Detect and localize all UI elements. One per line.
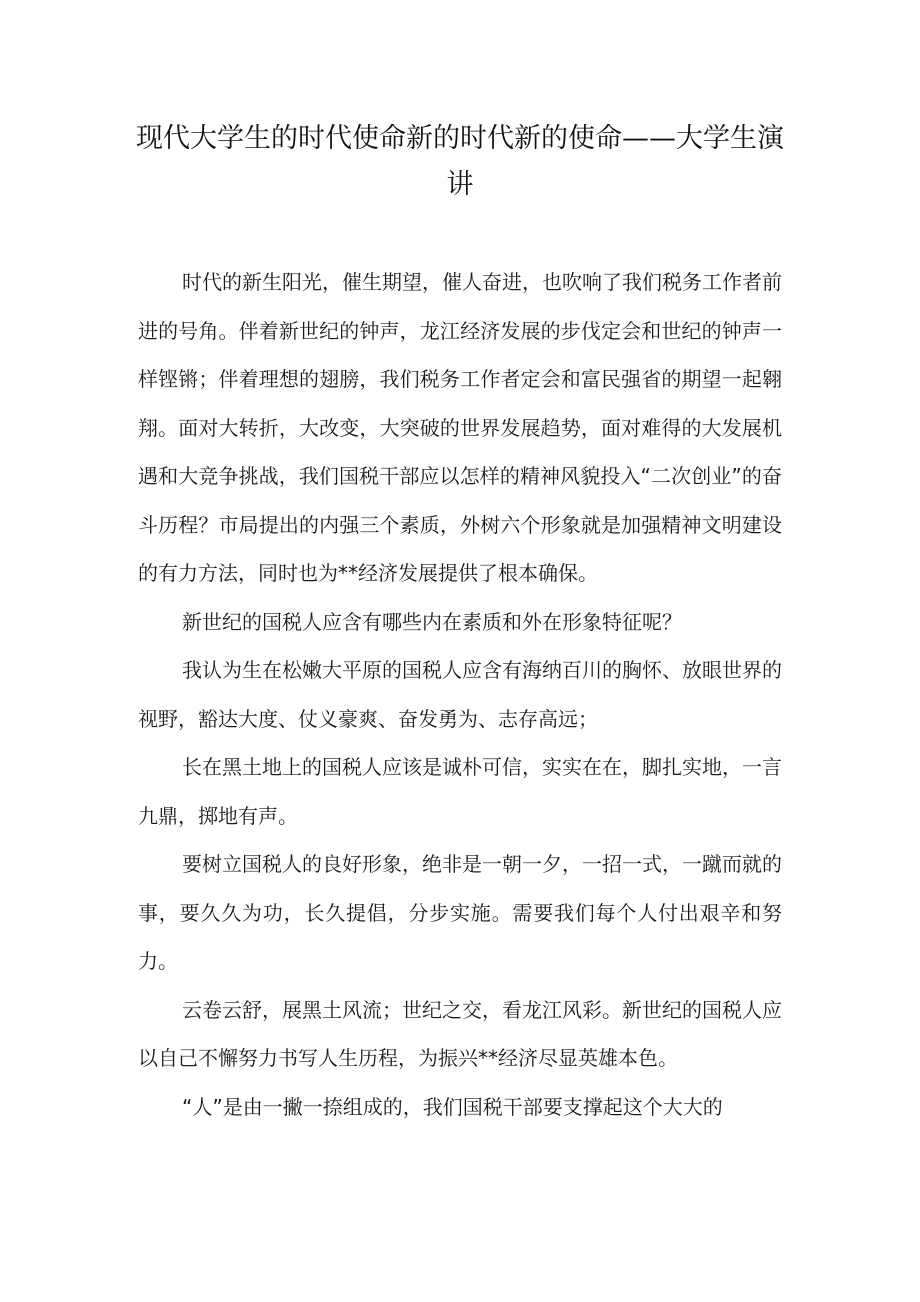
paragraph-3: 我认为生在松嫩大平原的国税人应含有海纳百川的胸怀、放眼世界的视野，豁达大度、仗义豪爽、奋发勇为、志存高远； (138, 658, 782, 731)
paragraph-4: 长在黑土地上的国税人应该是诚朴可信，实实在在，脚扎实地，一言九鼎，掷地有声。 (138, 755, 782, 828)
document-title: 现代大学生的时代使命新的时代新的使命——大学生演讲 (136, 123, 784, 200)
document-body (138, 258, 782, 1131)
paragraph-6: 云卷云舒，展黑土风流；世纪之交，看龙江风彩。新世纪的国税人应以自己不懈努力书写人生历程，为振兴**经济尽显英雄本色。 (138, 997, 782, 1070)
paragraph-5: 要树立国税人的良好形象，绝非是一朝一夕，一招一式，一蹴而就的事，要久久为功，长久提倡，分步实施。需要我们每个人付出艰辛和努力。 (138, 852, 782, 973)
paragraph-2: 新世纪的国税人应含有哪些内在素质和外在形象特征呢？ (182, 609, 682, 634)
paragraph-1: 时代的新生阳光，催生期望，催人奋进，也吹响了我们税务工作者前进的号角。伴着新世纪的钟声，龙江经济发展的步伐定会和世纪的钟声一样铿锵；伴着理想的翅膀，我们税务工作者定会和富民强省的期望一起翱翔。面对大转折，大改变，大突破的世界发展趋势，面对难得的大发展机遇和大竞争挑战，我们国税干部应以怎样的精神风貌投入“二次创业”的奋斗历程？市局提出的内强三个素质，外树六个形象就是加强精神文明建设的有力方法，同时也为**经济发展提供了根本确保。 (138, 270, 782, 585)
paragraph-7: “人”是由一撇一捺组成的，我们国税干部要支撑起这个大大的 (182, 1094, 723, 1119)
